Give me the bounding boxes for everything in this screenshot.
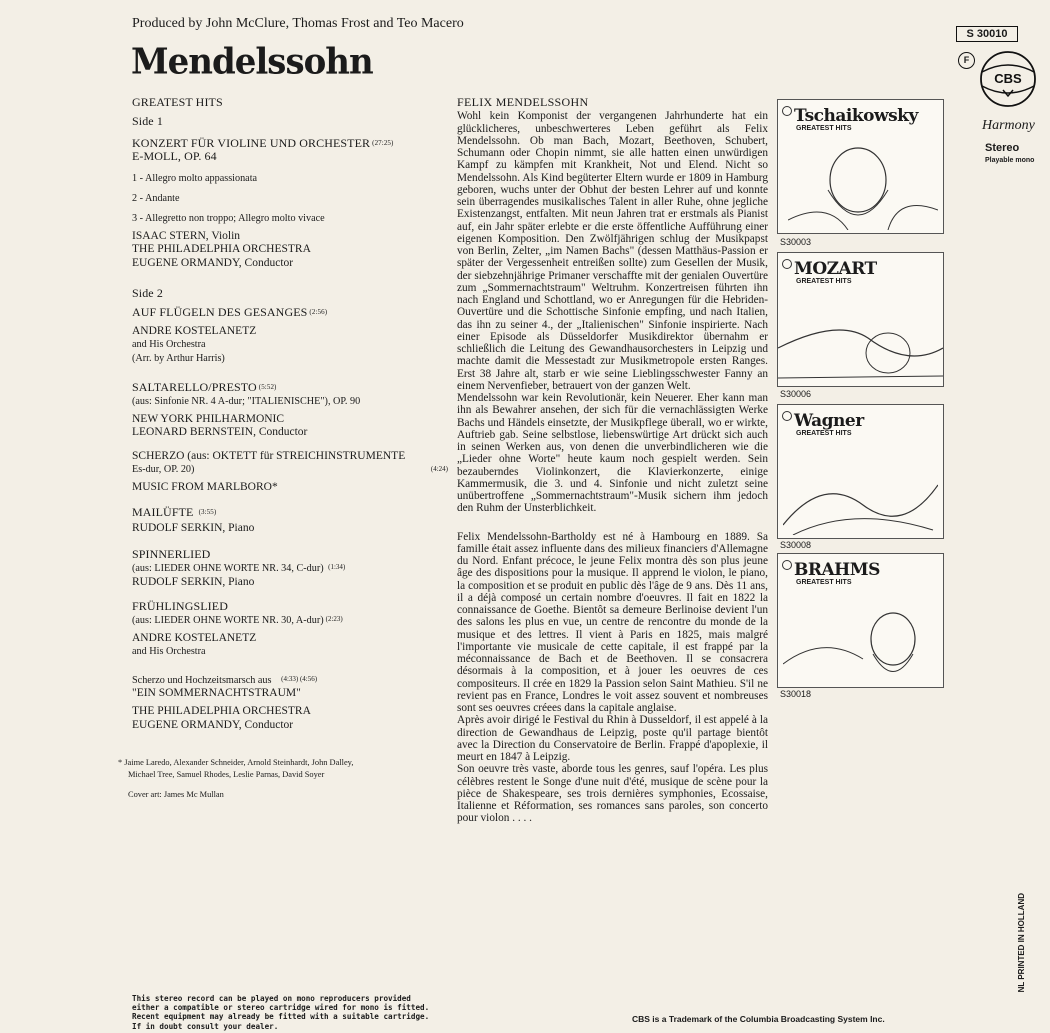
side2-track6-orchestra: and His Orchestra	[132, 646, 206, 658]
side2-track1-performer: ANDRE KOSTELANETZ	[132, 324, 257, 337]
greatest-hits-label: GREATEST HITS	[132, 95, 223, 109]
cbs-mini-icon	[782, 411, 792, 421]
france-mark: F	[958, 52, 975, 69]
album-subtitle: GREATEST HITS	[796, 430, 852, 437]
side2-track2-conductor: LEONARD BERNSTEIN, Conductor	[132, 426, 308, 439]
portrait-illustration-icon	[783, 465, 938, 535]
marlboro-credits	[118, 757, 418, 781]
catalog-number: S 30010	[956, 26, 1018, 42]
credits-line-1: * Jaime Laredo, Alexander Schneider, Arnold Steinhardt, John Dalley,	[118, 758, 354, 767]
cbs-mini-icon	[782, 560, 792, 570]
side1-performer-2: THE PHILADELPHIA ORCHESTRA	[132, 243, 311, 256]
side2-label: Side 2	[132, 286, 163, 301]
album-subtitle: GREATEST HITS	[796, 125, 852, 132]
side2-track5-performer: RUDOLF SERKIN, Piano	[132, 575, 255, 588]
trademark-notice: CBS is a Trademark of the Columbia Broadcasting System Inc.	[632, 1014, 885, 1024]
album-subtitle: GREATEST HITS	[796, 278, 852, 285]
biography	[457, 96, 768, 825]
album-title: Wagner	[794, 411, 864, 431]
tracklist	[132, 96, 452, 732]
printed-in-holland: NL PRINTED IN HOLLAND	[1017, 893, 1026, 993]
side2-track6-performer: ANDRE KOSTELANETZ	[132, 631, 257, 644]
side2-track3-title: SCHERZO (aus: OKTETT für STREICHINSTRUMENTE	[132, 449, 406, 462]
side2-track7-conductor: EUGENE ORMANDY, Conductor	[132, 718, 294, 731]
side2-track7-title: Scherzo und Hochzeitsmarsch aus (4:33) (4:56)	[132, 674, 318, 686]
album-thumb-4	[777, 553, 944, 688]
bio-french-paragraph-2: Après avoir dirigé le Festival du Rhin à Dusseldorf, il est appelé à la direction de Gewandhaus de Leipzig, poste qu'il partage bientôt avec la Direction du Conservatoire de Berlin. Frappé d'apoplexie, il meurt en 1847 à Leipzig.	[457, 714, 768, 763]
portrait-illustration-icon	[788, 140, 938, 230]
side1-mvt2: 2 - Andante	[132, 193, 180, 205]
bio-german-paragraph-2: Mendelssohn war kein Revolutionär, kein Neuerer. Eher kann man ihn als Bewahrer ansehen, der sich für die vernachlässigten Werke Bachs und Händels einsetzte, der Musikpflege überall, wo er wirkte, Auftrieb gab. Seine selbstlose, liebenswürtige Art drückt sich auch in seinen Werken aus, von denen die unverbindlicheren wie die „Lieder ohne Worte" heute kaum noch gespielt werden. Sein bezauberndes Violinkonzert, die Klavierkonzerte, einige Kammermusik, die 3. und 4. Sinfonie und nicht zuletzt seine unübertroffene „Sommernachtstraum"-Musik sichern ihm jedoch den Ruhm der Unsterblichkeit.	[457, 392, 768, 515]
album-subtitle: GREATEST HITS	[796, 579, 852, 586]
album-code-1: S30003	[780, 237, 812, 247]
side2-track3-key: Es-dur, OP. 20) (4:24)	[132, 464, 448, 476]
cbs-eye-logo	[979, 50, 1037, 108]
album-code-2: S30006	[780, 389, 812, 399]
stereo-disclaimer: This stereo record can be played on mono reproducers provided either a compatible or stereo cartridge wired for mono is fitted. Recent equipment may already be fitted with a suitable cartridge. If in doubt consult your dealer.	[132, 994, 430, 1031]
side2-track2-title: SALTARELLO/PRESTO (5:52)	[132, 380, 277, 395]
cbs-mini-icon	[782, 259, 792, 269]
side1-work-key: E-MOLL, OP. 64	[132, 149, 217, 164]
side2-track4-title: MAILÜFTE (3:55)	[132, 504, 217, 519]
album-title: BRAHMS	[794, 560, 880, 580]
side2-track4-performer: RUDOLF SERKIN, Piano	[132, 522, 255, 535]
side2-track1-orchestra: and His Orchestra	[132, 339, 206, 351]
side2-track5-title: SPINNERLIED	[132, 546, 211, 561]
cover-art-credit: Cover art: James Mc Mullan	[128, 790, 224, 799]
side1-performer-1: ISAAC STERN, Violin	[132, 229, 241, 242]
side1-mvt3: 3 - Allegretto non troppo; Allegro molto vivace	[132, 213, 325, 225]
cbs-logo-text: CBS	[994, 71, 1022, 86]
side1-performer-3: EUGENE ORMANDY, Conductor	[132, 256, 294, 269]
stereo-label: Stereo	[985, 142, 1020, 154]
bio-french-paragraph-3: Son oeuvre très vaste, aborde tous les genres, sauf l'opéra. Les plus célèbres restent le Songe d'une nuit d'été, musique de scène pour la pièce de Shakespeare, ses trois dernières symphonies, Ecossaise, Italienne et Réformation, ses romances sans paroles, son concerto pour violon . . . .	[457, 763, 768, 825]
side1-work-title: KONZERT FÜR VIOLINE UND ORCHESTER (27:25)	[132, 135, 394, 150]
side2-track1-arranger: (Arr. by Arthur Harris)	[132, 352, 225, 364]
album-title: MOZART	[794, 259, 877, 279]
side2-track7-orchestra: THE PHILADELPHIA ORCHESTRA	[132, 705, 311, 718]
side1-mvt1: 1 - Allegro molto appassionata	[132, 172, 258, 184]
album-code-4: S30018	[780, 689, 812, 699]
side2-track2-orchestra: NEW YORK PHILHARMONIC	[132, 412, 285, 425]
bio-heading: FELIX MENDELSSOHN	[457, 95, 589, 109]
credits-line-2: Michael Tree, Samuel Rhodes, Leslie Parnas, David Soyer	[128, 770, 325, 779]
cbs-mini-icon	[782, 106, 792, 116]
side2-track1-title: AUF FLÜGELN DES GESANGES (2:56)	[132, 305, 328, 320]
producer-credit: Produced by John McClure, Thomas Frost and Teo Macero	[132, 16, 464, 31]
side2-track7-source: "EIN SOMMERNACHTSTRAUM"	[132, 687, 301, 699]
composer-title: Mendelssohn	[131, 41, 373, 83]
bio-german-paragraph-1: Wohl kein Komponist der vergangenen Jahrhunderte hat ein glücklicheres, unbeschwerteres Leben geführt als Felix Mendelssohn. Ob man Bach, Mozart, Beethoven, Schubert, Schumann oder Chopin nimmt, sie alle hatten einen unwürdigen Kampf zu kämpfen mit Krankheit, Not und Elend. Nicht so Mendelssohn. Als Kind begüterter Eltern wurde er 1809 in Hamburg geboren, wuchs unter der Obhut der besten Lehrer auf und konnte sein überragendes musikalisches Talent in aller Ruhe, ohne jegliche Existenzangst, entfalten. Mit neun Jahren trat er erstmals als Pianist auf, ein Jahr später erlebte er die erste öffentliche Aufführung einer eigenen Komposition. Den Zwölfjährigen schlug der Musikpapst von Berlin, Zelter, „im Namen Bachs" (dessen Matthäus-Passion er später der Vergessenheit entreißen sollte) zum Gesellen der Musik, der siebzehnjährige Primaner verschaffte mit der genialen Ouvertüre zum „Sommernachtstraum" Weltruhm. Konzertreisen führten ihn nach England und Schottland, wo er Anregungen für die Hebriden-Ouvertüre und die Schottische Sinfonie empfing, und nach Italien, das ihn zu seiner 4., der „Italienischen" Sinfonie inspirierte. Nach einer Episode als Düsseldorfer Musikdirektor übernahm er schließlich die Leitung des Gewandhausorchesters in Leipzig und machte damit die Messestadt zur Musikmetropole ersten Ranges. Erst 38 Jahre alt, starb er wie seine Lieblingsschwester Fanny an einem Nervenfieber, betrauert von der ganzen Welt.	[457, 110, 768, 392]
album-code-3: S30008	[780, 540, 812, 550]
side1-label: Side 1	[132, 114, 163, 129]
side2-track3-performer: MUSIC FROM MARLBORO*	[132, 480, 278, 493]
side2-track5-source: (aus: LIEDER OHNE WORTE NR. 34, C-dur) (1:34)	[132, 563, 346, 575]
album-thumb-3	[777, 404, 944, 539]
bio-french-paragraph-1: Felix Mendelssohn-Bartholdy est né à Hambourg en 1889. Sa famille était assez influente dans des milieux financiers d'Allemagne du Nord. Enfant précoce, le jeune Felix montra dès son plus jeune âge des dispositions pour la musique. Il apprend le violon, le piano, la composition et se produit en public dès l'âge de 9 ans. Dès 11 ans, il a déjà composé un certain nombre d'oeuvres. Il fait en 1822 la connaissance de Goethe. Bientôt sa demeure Berlinoise devient l'un des salons les plus en vue, un centre de rencontre du monde de la musique et des lettres. Il vient à Paris en 1825, mais malgré l'importante vie musicale de cette capitale, il est frappé par la méconnaissance de Bach et de Beethoven. Il se consacrera désormais à la composition, et à jouer les oeuvres de ces compositeurs. Il crée en 1829 la Passion selon Saint Mathieu. S'il ne revient pas en France, Londres le voit assez souvent et nombreuses sont ses oeuvres créees dans la capitale anglaise.	[457, 530, 768, 714]
portrait-illustration-icon	[778, 298, 943, 386]
album-thumb-2	[777, 252, 944, 387]
album-thumb-1	[777, 99, 944, 234]
side2-track6-source: (aus: LIEDER OHNE WORTE NR. 30, A-dur) (2:23)	[132, 615, 343, 627]
harmony-label: Harmony	[982, 118, 1035, 133]
side1-work-duration: (27:25)	[372, 138, 394, 147]
album-title: Tschaikowsky	[794, 106, 918, 126]
playable-mono-label: Playable mono	[985, 157, 1035, 164]
side2-track2-source: (aus: Sinfonie NR. 4 A-dur; "ITALIENISCHE"), OP. 90	[132, 395, 361, 407]
side2-track6-title: FRÜHLINGSLIED	[132, 598, 228, 613]
portrait-illustration-icon	[783, 604, 938, 684]
